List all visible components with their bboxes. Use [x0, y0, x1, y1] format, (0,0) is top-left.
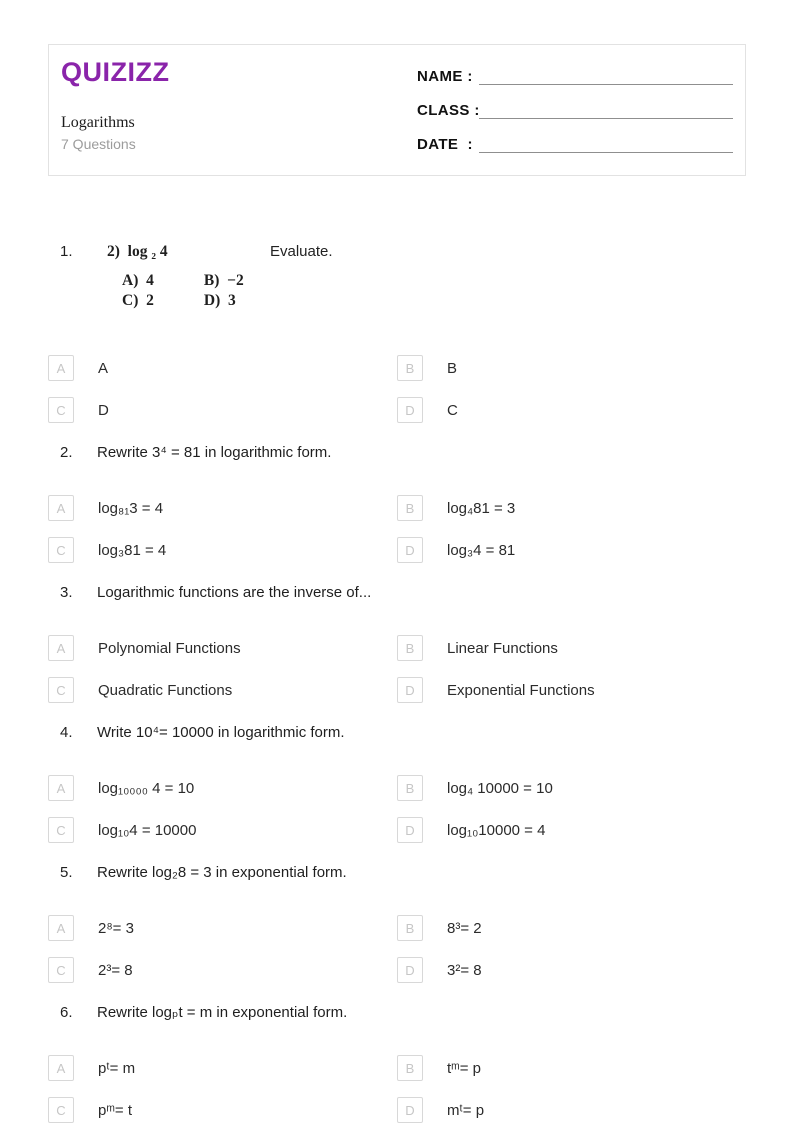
- option-label: tᵐ= p: [447, 1059, 482, 1077]
- worksheet-page: [0, 44, 794, 1123]
- worksheet-title: Logarithms: [61, 114, 135, 131]
- option-letter-box[interactable]: C: [48, 537, 74, 563]
- option-letter-box[interactable]: B: [397, 355, 423, 381]
- class-label: CLASS :: [417, 102, 480, 119]
- question-text: Rewrite log₂8 = 3 in exponential form.: [97, 864, 347, 881]
- option-label: 8³= 2: [447, 919, 482, 937]
- option-letter-box[interactable]: B: [397, 1055, 423, 1081]
- option-label: log₁₀₀₀₀ 4 = 10: [98, 779, 195, 797]
- answer-option-a: [48, 775, 397, 801]
- date-input-line[interactable]: [479, 132, 733, 153]
- math-expression: 2) log ₂ 4: [107, 243, 168, 260]
- question-row: [48, 1003, 746, 1023]
- question-4: [48, 723, 746, 843]
- class-input-line[interactable]: [479, 98, 733, 119]
- question-row: [48, 583, 746, 603]
- answer-option-d: [397, 677, 746, 703]
- question-count: 7 Questions: [61, 136, 136, 152]
- answer-option-a: [48, 355, 397, 381]
- option-letter-box[interactable]: A: [48, 355, 74, 381]
- option-label: A: [98, 359, 109, 377]
- options-grid: [48, 355, 746, 423]
- option-label: log₃81 = 4: [98, 541, 167, 559]
- option-label: Polynomial Functions: [98, 639, 241, 657]
- question-image: [97, 242, 746, 311]
- question-text: Rewrite logₚt = m in exponential form.: [97, 1004, 348, 1021]
- date-field-row: [417, 133, 733, 153]
- option-letter-box[interactable]: C: [48, 397, 74, 423]
- option-letter-box[interactable]: D: [397, 957, 423, 983]
- option-letter-box[interactable]: D: [397, 677, 423, 703]
- figure-choice-a: A) 4: [122, 272, 154, 289]
- options-grid: [48, 1055, 746, 1123]
- answer-option-d: [397, 957, 746, 983]
- question-number: 4.: [60, 724, 73, 741]
- question-row: [48, 723, 746, 743]
- question-6: [48, 1003, 746, 1123]
- option-label: 2⁸= 3: [98, 919, 134, 937]
- answer-option-a: [48, 1055, 397, 1081]
- student-fields: [417, 45, 745, 175]
- option-label: mᵗ= p: [447, 1101, 485, 1119]
- answer-option-d: [397, 537, 746, 563]
- question-number: 2.: [60, 444, 73, 461]
- answer-option-c: [48, 817, 397, 843]
- option-letter-box[interactable]: C: [48, 677, 74, 703]
- option-letter-box[interactable]: D: [397, 397, 423, 423]
- answer-option-c: [48, 537, 397, 563]
- option-letter-box[interactable]: B: [397, 495, 423, 521]
- option-label: log₈₁3 = 4: [98, 499, 164, 517]
- option-letter-box[interactable]: C: [48, 957, 74, 983]
- option-letter-box[interactable]: A: [48, 915, 74, 941]
- answer-option-d: [397, 1097, 746, 1123]
- option-label: log₄ 10000 = 10: [447, 779, 553, 797]
- quizizz-logo: QUIZIZZ: [61, 57, 170, 87]
- figure-top-line: [97, 242, 746, 262]
- answer-option-b: [397, 495, 746, 521]
- option-label: pᵐ= t: [98, 1101, 133, 1119]
- question-text: Write 10⁴= 10000 in logarithmic form.: [97, 724, 345, 741]
- answer-option-b: [397, 1055, 746, 1081]
- question-list: [48, 176, 746, 1123]
- class-field-row: [417, 99, 733, 119]
- options-grid: [48, 775, 746, 843]
- option-letter-box[interactable]: D: [397, 537, 423, 563]
- option-letter-box[interactable]: C: [48, 1097, 74, 1123]
- option-label: Exponential Functions: [447, 681, 595, 699]
- answer-option-c: [48, 397, 397, 423]
- option-label: D: [98, 401, 109, 419]
- option-label: log₁₀4 = 10000: [98, 821, 197, 839]
- question-3: [48, 583, 746, 703]
- question-row: [48, 242, 746, 311]
- option-label: pᵗ= m: [98, 1059, 136, 1077]
- answer-option-b: [397, 775, 746, 801]
- question-number: 1.: [60, 243, 73, 260]
- option-letter-box[interactable]: D: [397, 817, 423, 843]
- option-letter-box[interactable]: D: [397, 1097, 423, 1123]
- answer-option-c: [48, 677, 397, 703]
- answer-option-d: [397, 397, 746, 423]
- question-number: 6.: [60, 1004, 73, 1021]
- option-letter-box[interactable]: A: [48, 1055, 74, 1081]
- name-label: NAME :: [417, 68, 473, 85]
- option-label: 3²= 8: [447, 961, 482, 979]
- question-row: [48, 863, 746, 883]
- question-text: Rewrite 3⁴ = 81 in logarithmic form.: [97, 444, 332, 461]
- answer-option-c: [48, 1097, 397, 1123]
- date-label: DATE :: [417, 136, 473, 153]
- question-number: 5.: [60, 864, 73, 881]
- question-text: Logarithmic functions are the inverse of...: [97, 584, 372, 601]
- option-label: log₁₀10000 = 4: [447, 821, 546, 839]
- option-letter-box[interactable]: B: [397, 635, 423, 661]
- header-left: [49, 45, 169, 175]
- answer-option-b: [397, 635, 746, 661]
- option-letter-box[interactable]: A: [48, 635, 74, 661]
- option-label: log₃4 = 81: [447, 541, 516, 559]
- answer-option-b: [397, 355, 746, 381]
- option-letter-box[interactable]: B: [397, 915, 423, 941]
- option-label: log₄81 = 3: [447, 499, 516, 517]
- option-label: Linear Functions: [447, 639, 558, 657]
- options-grid: [48, 915, 746, 983]
- answer-option-d: [397, 817, 746, 843]
- figure-choice-c: C) 2: [122, 292, 154, 309]
- option-letter-box[interactable]: A: [48, 775, 74, 801]
- question-body: [97, 242, 746, 311]
- options-grid: [48, 635, 746, 703]
- option-letter-box[interactable]: B: [397, 775, 423, 801]
- answer-option-a: [48, 635, 397, 661]
- option-label: 2³= 8: [98, 961, 133, 979]
- figure-choice-b: B) −2: [203, 272, 244, 289]
- name-field-row: [417, 65, 733, 85]
- question-5: [48, 863, 746, 983]
- option-letter-box[interactable]: C: [48, 817, 74, 843]
- answer-option-a: [48, 495, 397, 521]
- evaluate-label: Evaluate.: [270, 243, 333, 260]
- figure-choices-row-1: [122, 271, 746, 291]
- figure-choices-row-2: [122, 291, 746, 311]
- options-grid: [48, 495, 746, 563]
- figure-choice-d: D) 3: [203, 292, 236, 309]
- answer-option-b: [397, 915, 746, 941]
- option-label: B: [447, 359, 458, 377]
- name-input-line[interactable]: [479, 64, 733, 85]
- question-number: 3.: [60, 584, 73, 601]
- option-label: Quadratic Functions: [98, 681, 233, 699]
- option-label: C: [447, 401, 458, 419]
- answer-option-a: [48, 915, 397, 941]
- option-letter-box[interactable]: A: [48, 495, 74, 521]
- question-row: [48, 443, 746, 463]
- answer-option-c: [48, 957, 397, 983]
- question-2: [48, 443, 746, 563]
- header-card: [48, 44, 746, 176]
- question-1: [48, 242, 746, 423]
